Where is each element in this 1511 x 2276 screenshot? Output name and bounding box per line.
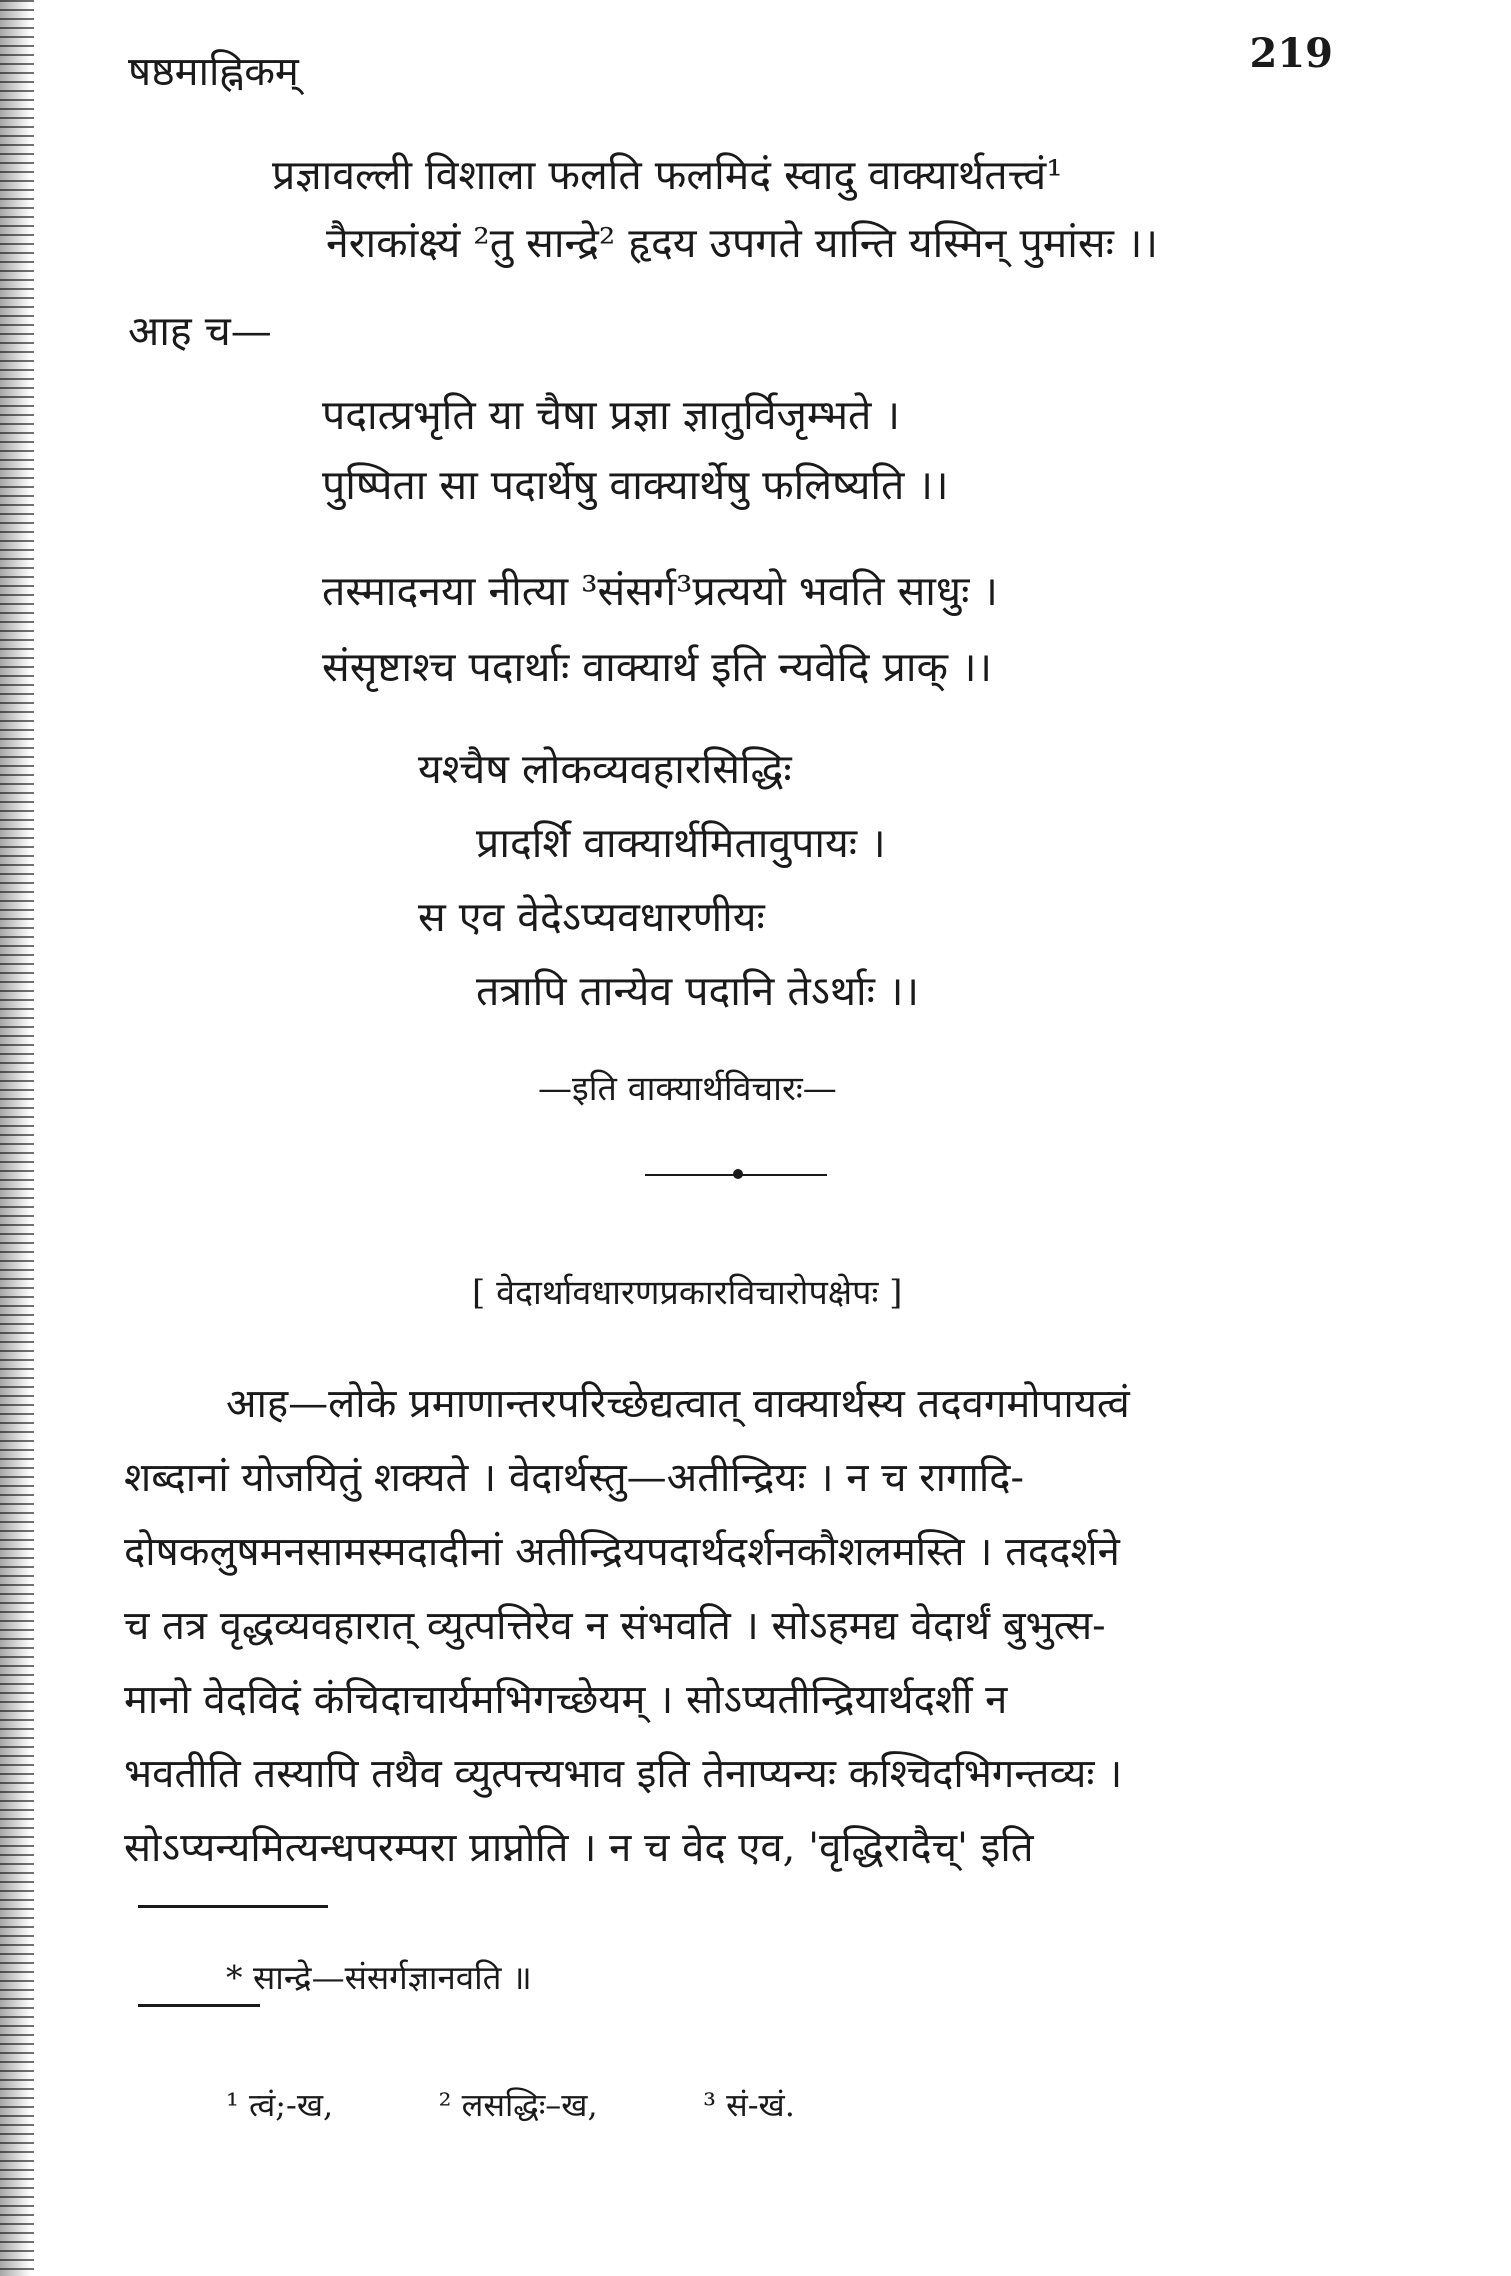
variant-readings — [226, 2080, 795, 2126]
running-head: षष्ठमाह्निकम् — [128, 49, 299, 95]
divider-ornament-dot — [733, 1169, 743, 1179]
section-end-title: —इति वाक्यार्थविचारः— — [538, 1069, 837, 1109]
verse1-line2: नैराकांक्ष्यं ²तु सान्द्रे² हृदय उपगते यान्ति यस्मिन् पुमांसः ।। — [326, 219, 1158, 267]
paragraph-line-7: सोऽप्यन्यमित्यन्धपरम्परा प्राप्नोति । न च वेद एव, 'वृद्धिरादैच्' इति — [124, 1825, 1034, 1871]
verse1-line1: प्रज्ञावल्ली विशाला फलति फलमिदं स्वादु वाक्यार्थतत्त्वं¹ — [272, 151, 1063, 199]
paragraph-line-5: मानो वेदविदं कंचिदाचार्यमभिगच्छेयम् । सोऽप्यतीन्द्रियार्थदर्शी न — [124, 1677, 1008, 1723]
variants-rule — [138, 2004, 260, 2007]
verse4-line3: स एव वेदेऽप्यवधारणीयः — [418, 893, 765, 941]
variant-3: ³ सं-खं. — [703, 2086, 795, 2124]
binding-edge — [0, 0, 34, 2276]
verse4-line1: यश्चैष लोकव्यवहारसिद्धिः — [418, 745, 792, 793]
verse2-line2: पुष्पिता सा पदार्थेषु वाक्यार्थेषु फलिष्यति ।। — [322, 461, 949, 509]
verse3-line2: संसृष्टाश्च पदार्थाः वाक्यार्थ इति न्यवेदि प्राक् ।। — [322, 643, 993, 691]
footnote-star: * सान्द्रे—संसर्गज्ञानवति ॥ — [226, 1958, 532, 1997]
paragraph-line-1: आह—लोके प्रमाणान्तरपरिच्छेद्यत्वात् वाक्यार्थस्य तदवगमोपायत्वं — [226, 1381, 1130, 1427]
page-number: 219 — [1249, 30, 1333, 77]
verse2-line1: पदात्प्रभृति या चैषा प्रज्ञा ज्ञातुर्विजृम्भते । — [322, 391, 900, 439]
section-heading: [ वेदार्थावधारणप्रकारविचारोपक्षेपः ] — [472, 1273, 903, 1313]
paragraph-line-4: च तत्र वृद्धव्यवहारात् व्युत्पत्तिरेव न संभवति । सोऽहमद्य वेदार्थं बुभुत्स- — [124, 1603, 1106, 1649]
verse3-line1: तस्मादनया नीत्या ³संसर्ग³प्रत्ययो भवति साधुः । — [322, 567, 998, 615]
verse4-line4: तत्रापि तान्येव पदानि तेऽर्थाः ।। — [476, 967, 920, 1015]
footnote-rule — [138, 1905, 328, 1908]
variant-1: ¹ त्वं;-ख, — [226, 2086, 334, 2124]
verse4-line2: प्रादर्शि वाक्यार्थमितावुपायः । — [476, 819, 886, 867]
paragraph-line-3: दोषकलुषमनसामस्मदादीनां अतीन्द्रियपदार्थदर्शनकौशलमस्ति । तददर्शने — [124, 1529, 1120, 1575]
paragraph-line-6: भवतीति तस्यापि तथैव व्युत्पत्त्यभाव इति तेनाप्यन्यः कश्चिदभिगन्तव्यः । — [124, 1751, 1123, 1797]
paragraph-line-2: शब्दानां योजयितुं शक्यते । वेदार्थस्तु—अतीन्द्रियः । न च रागादि- — [124, 1455, 1024, 1501]
aha-ca: आह च— — [128, 307, 272, 355]
variant-2: ² लसद्धिः–ख, — [438, 2086, 598, 2124]
